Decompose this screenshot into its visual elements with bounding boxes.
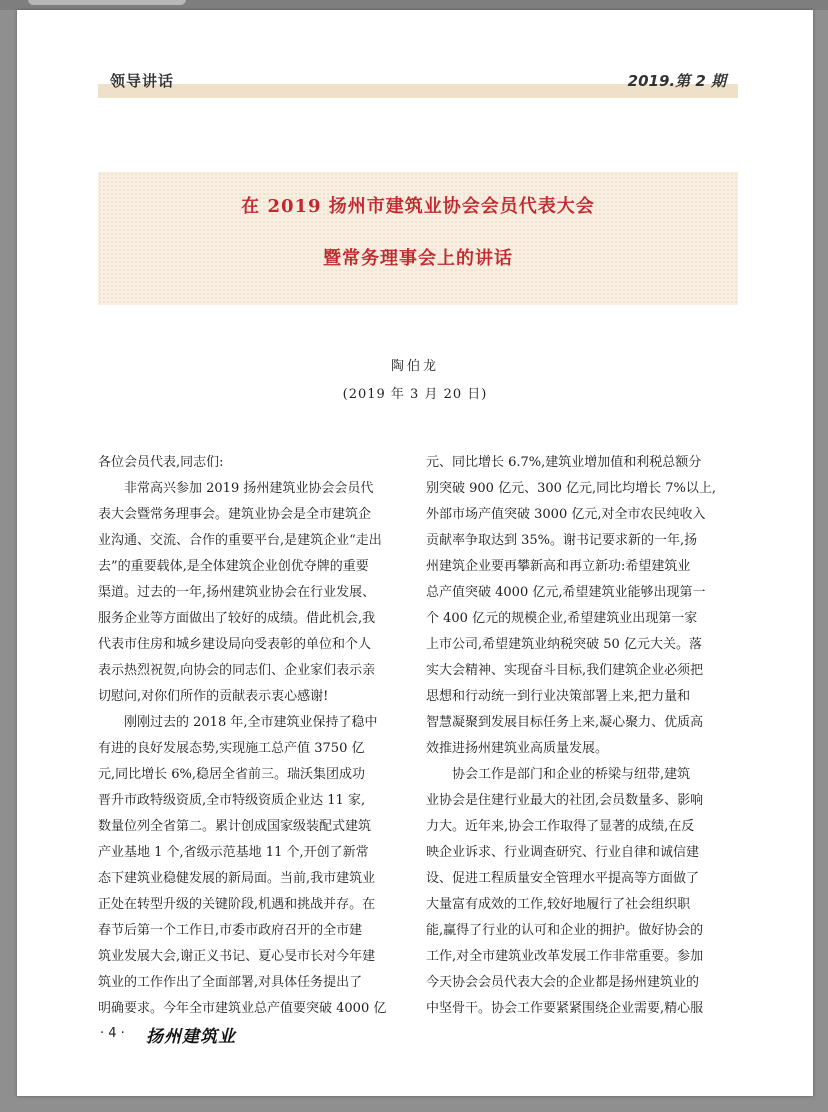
section-label: 领导讲话 [110,72,175,90]
text-line: 工作,对全市建筑业改革发展工作非常重要。参加 [426,949,704,964]
text-line: 表示热烈祝贺,向协会的同志们、企业家们表示亲 [98,663,376,678]
text-line: 有进的良好发展态势,实现施工总产值 3750 亿 [98,741,365,756]
text-line: 产业基地 1 个,省级示范基地 11 个,开创了新常 [98,845,369,860]
text-line: 筑业的工作作出了全面部署,对具体任务提出了 [98,975,363,990]
article-title-line-1: 在 2019 扬州市建筑业协会会员代表大会 [241,196,595,217]
text-line: 协会工作是部门和企业的桥梁与纽带,建筑 [426,767,691,782]
text-line: 渠道。过去的一年,扬州建筑业协会在行业发展、 [98,585,376,600]
speech-date: (2019 年 3 月 20 日) [342,387,488,402]
text-line: 州建筑企业要再攀新高和再立新功:希望建筑业 [426,559,691,574]
text-line: 春节后第一个工作日,市委市政府召开的全市建 [98,923,363,938]
text-line: 非常高兴参加 2019 扬州建筑业协会会员代 [98,481,374,496]
text-line: 业沟通、交流、合作的重要平台,是建筑企业“走出 [98,533,382,548]
text-line: 明确要求。今年全市建筑业总产值要突破 4000 亿 [98,1001,387,1016]
document-page [17,10,813,1096]
author-name: 陶伯龙 [390,359,439,374]
viewer-top-bar [0,0,828,10]
text-line: 效推进扬州建筑业高质量发展。 [426,741,609,756]
left-text-column [98,450,408,1022]
text-line: 代表市住房和城乡建设局向受表彰的单位和个人 [98,637,372,652]
text-line: 数量位列全省第二。累计创成国家级装配式建筑 [98,819,372,834]
text-line: 力大。近年来,协会工作取得了显著的成绩,在反 [426,819,695,834]
text-line: 态下建筑业稳健发展的新局面。当前,我市建筑业 [98,871,376,886]
text-line: 去”的重要载体,是全体建筑企业创优夺牌的重要 [98,559,369,574]
issue-label: 2019.第 2 期 [627,72,726,90]
text-line: 智慧凝聚到发展目标任务上来,凝心聚力、优质高 [426,715,704,730]
text-line: 正处在转型升级的关键阶段,机遇和挑战并存。在 [98,897,376,912]
text-line: 大量富有成效的工作,较好地履行了社会组织职 [426,897,691,912]
text-line: 映企业诉求、行业调查研究、行业自律和诚信建 [426,845,700,860]
text-line: 实大会精神、实现奋斗目标,我们建筑企业必须把 [426,663,704,678]
text-line: 别突破 900 亿元、300 亿元,同比均增长 7%以上, [426,481,717,496]
text-line: 外部市场产值突破 3000 亿元,对全市农民纯收入 [426,507,706,522]
text-line: 筑业发展大会,谢正义书记、夏心旻市长对今年建 [98,949,376,964]
text-line: 能,赢得了行业的认可和企业的拥护。做好协会的 [426,923,704,938]
running-header [98,70,738,100]
text-line: 贡献率争取达到 35%。谢书记要求新的一年,扬 [426,533,698,548]
magazine-logo: 扬州建筑业 [146,1027,236,1047]
text-line: 思想和行动统一到行业决策部署上来,把力量和 [426,689,691,704]
text-line: 切慰问,对你们所作的贡献表示衷心感谢! [98,689,329,704]
article-title-line-2: 暨常务理事会上的讲话 [323,248,513,269]
text-line: 个 400 亿元的规模企业,希望建筑业出现第一家 [426,611,698,626]
text-line: 总产值突破 4000 亿元,希望建筑业能够出现第一 [426,585,706,600]
viewer-scroll-handle[interactable] [28,0,186,5]
title-box [98,172,738,305]
right-text-column [426,450,736,1022]
text-line: 刚刚过去的 2018 年,全市建筑业保持了稳中 [98,715,378,730]
page-number: · 4 · [100,1026,125,1041]
text-line: 元,同比增长 6%,稳居全省前三。瑞沃集团成功 [98,767,366,782]
text-line: 晋升市政特级资质,全市特级资质企业达 11 家, [98,793,366,808]
text-line: 元、同比增长 6.7%,建筑业增加值和利税总额分 [426,455,702,470]
text-line: 今天协会会员代表大会的企业都是扬州建筑业的 [426,975,700,990]
text-line: 中坚骨干。协会工作要紧紧围绕企业需要,精心服 [426,1001,704,1016]
text-line: 上市公司,希望建筑业纳税突破 50 亿元大关。落 [426,637,702,652]
text-line: 设、促进工程质量安全管理水平提高等方面做了 [426,871,700,886]
text-line: 业协会是住建行业最大的社团,会员数量多、影响 [426,793,704,808]
text-line: 各位会员代表,同志们: [98,455,224,470]
text-line: 服务企业等方面做出了较好的成绩。借此机会,我 [98,611,376,626]
text-line: 表大会暨常务理事会。建筑业协会是全市建筑企 [98,507,372,522]
